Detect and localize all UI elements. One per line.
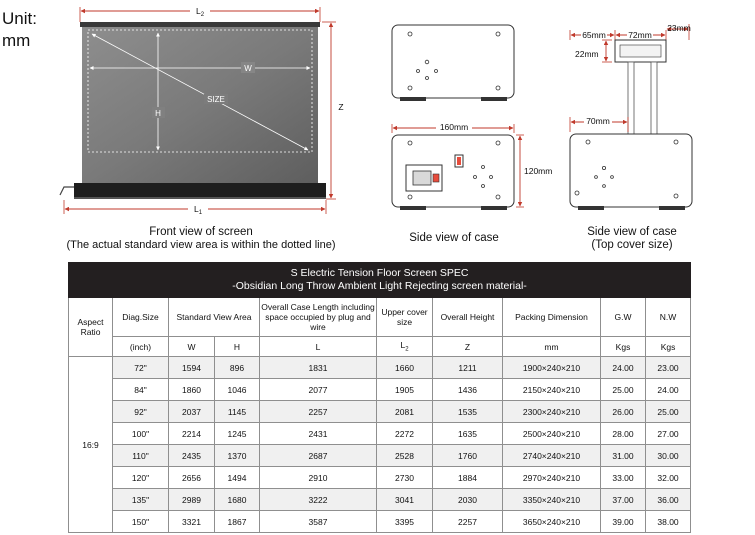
unit-nw: Kgs	[646, 337, 691, 357]
size-label: SIZE	[207, 95, 225, 104]
table-row	[69, 423, 691, 445]
unit-z: Z	[433, 337, 503, 357]
cell-l: 2077	[260, 379, 377, 401]
unit-l: L	[260, 337, 377, 357]
lift-arm-right	[651, 62, 657, 134]
dim-22mm-label: 22mm	[575, 49, 599, 59]
cell-diag: 150"	[113, 511, 169, 533]
cell-gw: 37.00	[601, 489, 646, 511]
header-aspect-ratio: Aspect Ratio	[69, 298, 113, 357]
cell-pack: 3350×240×210	[503, 489, 601, 511]
case-width-label: 160mm	[439, 122, 469, 132]
cell-w: 2037	[169, 401, 215, 423]
cell-h: 1145	[215, 401, 260, 423]
cell-z: 1760	[433, 445, 503, 467]
front-view-caption-title: Front view of screen	[149, 226, 253, 238]
cell-gw: 39.00	[601, 511, 646, 533]
cell-z: 1436	[433, 379, 503, 401]
lift-arm-left	[628, 62, 634, 134]
unit-w: W	[169, 337, 215, 357]
cell-l: 2431	[260, 423, 377, 445]
cell-h: 1867	[215, 511, 260, 533]
cell-l2: 2528	[377, 445, 433, 467]
case-top-cover-view	[570, 23, 692, 210]
case-body	[74, 183, 326, 198]
header-case-length: Overall Case Length including space occupied by plug and wire	[260, 298, 377, 337]
cell-nw: 24.00	[646, 379, 691, 401]
cell-l: 2257	[260, 401, 377, 423]
cell-gw: 33.00	[601, 467, 646, 489]
cell-nw: 27.00	[646, 423, 691, 445]
cell-l2: 2272	[377, 423, 433, 445]
cell-diag: 92"	[113, 401, 169, 423]
table-subtitle: -Obsidian Long Throw Ambient Light Rejecting screen material-	[232, 280, 527, 292]
cell-pack: 2300×240×210	[503, 401, 601, 423]
cell-gw: 28.00	[601, 423, 646, 445]
dim-70mm-label: 70mm	[586, 116, 610, 126]
aspect-ratio-value: 16:9	[69, 357, 113, 533]
cell-l2: 1660	[377, 357, 433, 379]
header-overall-height: Overall Height	[433, 298, 503, 337]
table-row	[69, 489, 691, 511]
cell-diag: 72"	[113, 357, 169, 379]
unit-packing: mm	[503, 337, 601, 357]
table-row	[69, 379, 691, 401]
cell-gw: 25.00	[601, 379, 646, 401]
h-label: H	[155, 109, 161, 118]
table-row	[69, 445, 691, 467]
table-row	[69, 401, 691, 423]
cell-nw: 38.00	[646, 511, 691, 533]
cell-z: 2030	[433, 489, 503, 511]
unit-label-line1: Unit:	[2, 9, 37, 28]
cell-nw: 30.00	[646, 445, 691, 467]
cell-gw: 24.00	[601, 357, 646, 379]
cell-gw: 26.00	[601, 401, 646, 423]
case-top-caption	[570, 226, 694, 252]
case-top-caption-note: (Top cover size)	[591, 239, 673, 251]
front-view-caption	[60, 226, 342, 252]
cell-l2: 2081	[377, 401, 433, 423]
header-packing: Packing Dimension	[503, 298, 601, 337]
cell-l2: 2730	[377, 467, 433, 489]
cell-nw: 32.00	[646, 467, 691, 489]
cell-z: 2257	[433, 511, 503, 533]
front-view-caption-note: (The actual standard view area is within the dotted line)	[66, 239, 336, 251]
cell-w: 3321	[169, 511, 215, 533]
unit-gw: Kgs	[601, 337, 646, 357]
cell-l: 1831	[260, 357, 377, 379]
cell-l2: 1905	[377, 379, 433, 401]
cell-h: 1370	[215, 445, 260, 467]
cell-diag: 84"	[113, 379, 169, 401]
top-bar	[80, 22, 320, 27]
cell-w: 1594	[169, 357, 215, 379]
cell-w: 1860	[169, 379, 215, 401]
cell-l2: 3395	[377, 511, 433, 533]
header-upper-cover: Upper cover size	[377, 298, 433, 337]
header-gw: G.W	[601, 298, 646, 337]
table-row	[69, 467, 691, 489]
table-row	[69, 357, 691, 379]
table-row	[69, 511, 691, 533]
power-wire	[60, 187, 74, 195]
unit-h: H	[215, 337, 260, 357]
cell-diag: 100"	[113, 423, 169, 445]
unit-diag: (inch)	[113, 337, 169, 357]
cell-pack: 2970×240×210	[503, 467, 601, 489]
cell-pack: 2500×240×210	[503, 423, 601, 445]
case-height-label: 120mm	[524, 166, 553, 176]
cell-l: 2687	[260, 445, 377, 467]
case-side-view	[392, 122, 552, 210]
l2-label: $L_2$	[195, 6, 205, 18]
cell-nw: 23.00	[646, 357, 691, 379]
cell-h: 1245	[215, 423, 260, 445]
cell-h: 1494	[215, 467, 260, 489]
header-view-area: Standard View Area	[169, 298, 260, 337]
cell-l: 3587	[260, 511, 377, 533]
cell-gw: 31.00	[601, 445, 646, 467]
cell-pack: 2740×240×210	[503, 445, 601, 467]
technical-drawing	[0, 0, 755, 258]
cell-l: 2910	[260, 467, 377, 489]
header-diag-size: Diag.Size	[113, 298, 169, 337]
case-top-caption-title: Side view of case	[587, 226, 677, 238]
cell-w: 2435	[169, 445, 215, 467]
unit-label-line2: mm	[2, 31, 31, 50]
cell-z: 1635	[433, 423, 503, 445]
front-view	[60, 5, 347, 216]
dim-65mm-label: 65mm	[582, 30, 606, 40]
cell-z: 1211	[433, 357, 503, 379]
cell-h: 1046	[215, 379, 260, 401]
cell-pack: 1900×240×210	[503, 357, 601, 379]
dim-23mm-label: 23mm	[667, 23, 691, 33]
case-side-top-view	[392, 25, 514, 101]
w-label: W	[244, 64, 252, 73]
cell-diag: 110"	[113, 445, 169, 467]
cell-nw: 25.00	[646, 401, 691, 423]
cell-diag: 120"	[113, 467, 169, 489]
cell-w: 2656	[169, 467, 215, 489]
l1-label: $L_1$	[193, 204, 203, 216]
table-title	[69, 263, 691, 298]
cell-pack: 2150×240×210	[503, 379, 601, 401]
cell-nw: 36.00	[646, 489, 691, 511]
cell-z: 1535	[433, 401, 503, 423]
dim-72mm-label: 72mm	[628, 30, 652, 40]
cell-z: 1884	[433, 467, 503, 489]
cell-diag: 135"	[113, 489, 169, 511]
z-label: Z	[338, 102, 344, 112]
cell-h: 896	[215, 357, 260, 379]
case-side-caption: Side view of case	[409, 232, 499, 244]
header-nw: N.W	[646, 298, 691, 337]
cell-w: 2989	[169, 489, 215, 511]
cell-h: 1680	[215, 489, 260, 511]
screen-surface	[82, 27, 318, 183]
unit-l2: $L_2$	[377, 337, 433, 357]
cell-pack: 3650×240×210	[503, 511, 601, 533]
cell-l2: 3041	[377, 489, 433, 511]
cell-l: 3222	[260, 489, 377, 511]
table-title-text: S Electric Tension Floor Screen SPEC	[290, 267, 469, 279]
cell-w: 2214	[169, 423, 215, 445]
spec-table	[68, 262, 691, 533]
